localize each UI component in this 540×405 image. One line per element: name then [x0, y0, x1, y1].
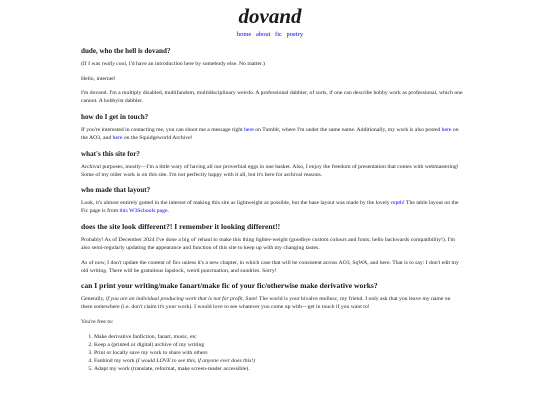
- heading-who: dude, who the hell is dovand?: [81, 47, 171, 55]
- nav-link-poetry[interactable]: poetry: [286, 31, 304, 38]
- list-item: 3. Print or locally save my work to share with others: [94, 349, 463, 357]
- different-paragraph-2: As of now, I don't update the content of fics unless it's a new chapter, in which case that will be consistent across AO3, SqWA, and here. That is to say: I don't edit my old writing. There will be gratuitous lapslock, weird punctuation, and sundries. Sorry!: [81, 259, 459, 274]
- layout-paragraph: Look, it's almost entirely gutted in the interest of making this site as lightweight as possible, but the base layout was made by the lovely repth! The table layout on the Fic page is from this W3Schools page.: [81, 200, 459, 215]
- heading-different: does the site look different?! I remember it looking different!!: [81, 221, 281, 231]
- permissions-list: [81, 333, 463, 373]
- intro-paragraph-3: I'm dovand. I'm a multiply disabled, multifandom, multidisciplinary weirdo. A professional dabbler, of sorts, if one can describe hobby work as professional, which one cannot. A hobbyist dabbler.: [81, 90, 463, 105]
- derivative-paragraph-2: You're free to:: [81, 319, 114, 325]
- ao3-link[interactable]: here: [441, 126, 452, 133]
- different-paragraph-1: Probably! As of December 2024 I've done a big ol' rehaul to make this thing lighter-weight (goodbye custom colours and fonts; hello backwards compatibility!). I'm also semi-regularly updating the appearance and function of this site to keep up with my changing tastes.: [81, 236, 455, 252]
- list-item: 5. Adapt my work (translate, reformat, make screen-reader accessible).: [94, 365, 463, 373]
- heading-layout: who made that layout?: [81, 186, 151, 195]
- intro-paragraph-1: (If I was really cool, I'd have an introduction here by somebody else. No matter.): [81, 61, 265, 67]
- list-item: 1. Make derivative fanfiction, fanart, music, etc: [94, 333, 463, 341]
- nav-link-home[interactable]: home: [236, 31, 252, 38]
- w3schools-link[interactable]: this W3Schools page: [119, 208, 168, 215]
- main-content: [81, 46, 463, 373]
- purpose-paragraph: Archival purposes, mostly—I'm a little wary of having all our proverbial eggs in one basket. Also, I enjoy the freedom of presentation that comes with webmastering! Some of my older work is on this site. I'm not perfectly happy with it all, but it's here for archival reasons.: [81, 163, 459, 178]
- heading-derivative: can I print your writing/make fanart/make fic of your fic/otherwise make derivative works?: [81, 281, 378, 291]
- intro-paragraph-2: Hello, internet!: [81, 75, 116, 82]
- heading-contact: how do I get in touch?: [81, 112, 149, 121]
- repth-link[interactable]: repth: [391, 200, 403, 207]
- site-title: dovand: [238, 4, 302, 28]
- list-item: 2. Keep a (printed or digital) archive of my writing: [94, 341, 463, 349]
- contact-paragraph: If you're interested in contacting me, you can shoot me a message right here on Tumblr, where I'm under the same name. Additionally, my work is also posted here on the AO3, and here on the Squidgeworld Archive!: [81, 126, 459, 141]
- nav-link-about[interactable]: about: [255, 31, 271, 38]
- list-item: 4. Fanbind my work (I would LOVE to see this, if anyone ever does this!): [94, 357, 463, 365]
- top-nav: [0, 31, 540, 38]
- squidgeworld-link[interactable]: here: [112, 134, 123, 141]
- tumblr-link[interactable]: here: [244, 126, 254, 133]
- nav-link-fic[interactable]: fic: [275, 31, 282, 38]
- heading-purpose: what's this site for?: [81, 149, 140, 158]
- derivative-paragraph-1: Generally, if you are an individual producing work that is not for profit, Sure! The world is your bivalve mollusc, my friend. I only ask that you leave my name on there somewhere (i.e. don't claim it's your work). I would love to see whatever you come up with—get in touch if you want to!: [81, 296, 451, 311]
